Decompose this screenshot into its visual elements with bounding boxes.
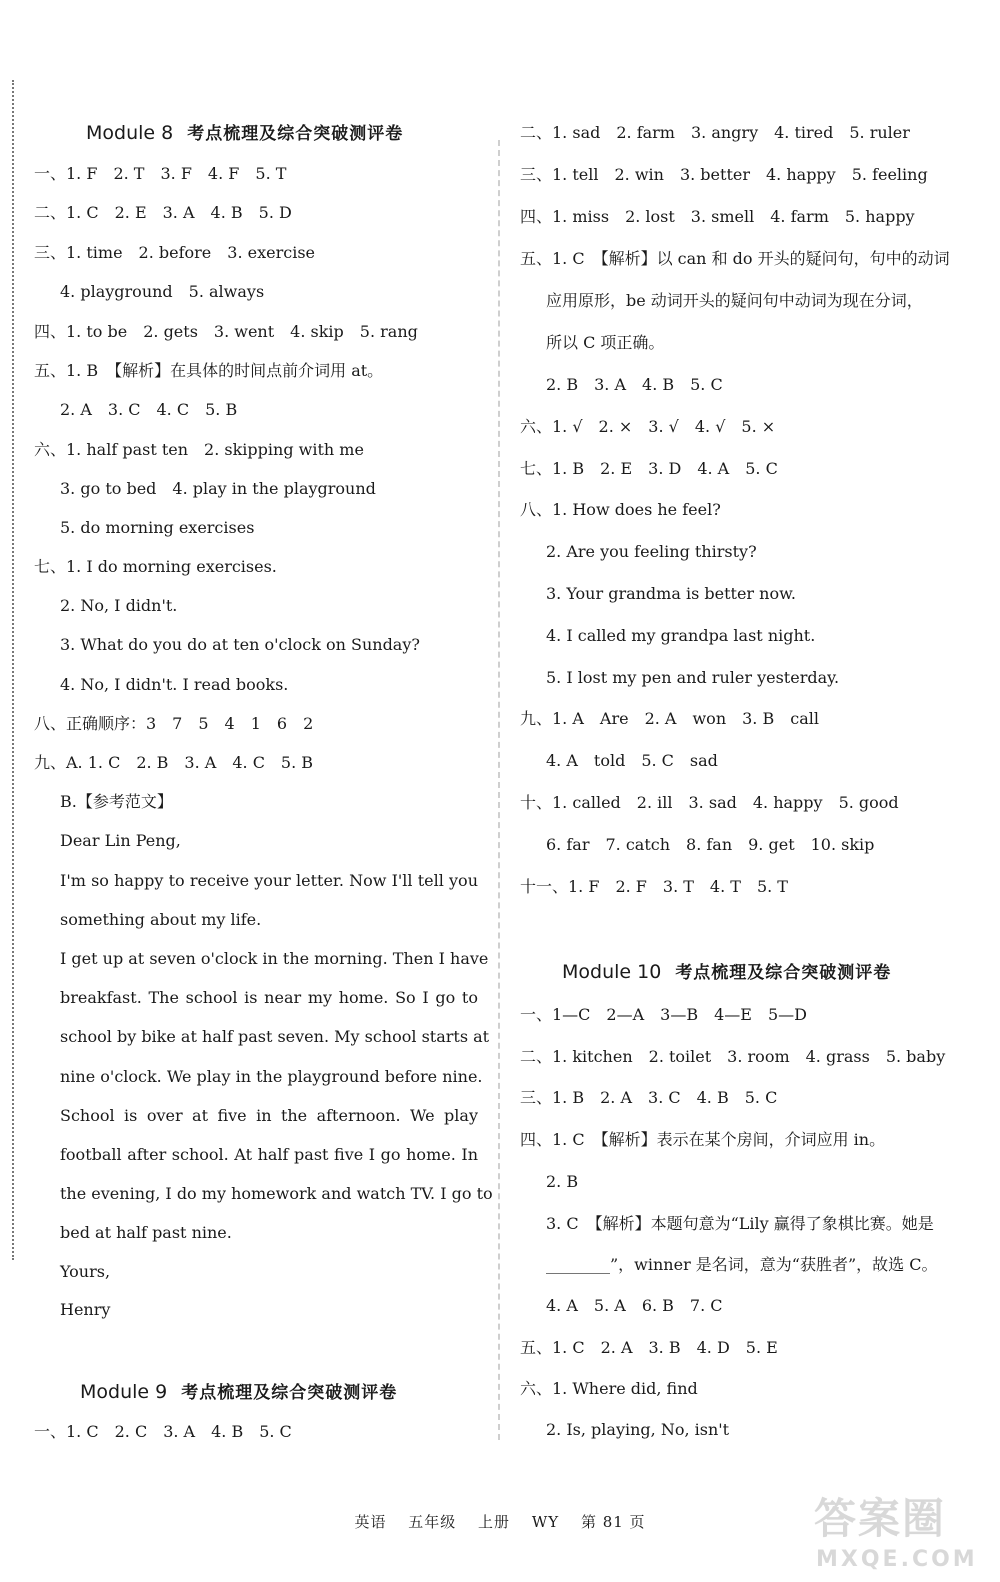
answer-line: 五、1. B 【解析】在具体的时间点前介词用 at。 xyxy=(34,361,384,380)
answer-line: 6. far 7. catch 8. fan 9. get 10. skip xyxy=(546,835,875,854)
answer-line: 4. A told 5. C sad xyxy=(546,751,718,770)
answer-line: 三、1. B 2. A 3. C 4. B 5. C xyxy=(520,1088,778,1107)
footer-edition: WY xyxy=(531,1513,560,1531)
answer-line: 七、1. I do morning exercises. xyxy=(34,557,277,576)
module-8-label: Module 8 xyxy=(86,122,174,144)
footer-subject: 英语 xyxy=(354,1513,387,1531)
answer-line: 二、1. C 2. E 3. A 4. B 5. D xyxy=(34,203,292,222)
answer-line: 3. Your grandma is better now. xyxy=(546,584,796,603)
essay-line: Dear Lin Peng, xyxy=(60,831,181,850)
answer-line: 三、1. time 2. before 3. exercise xyxy=(34,243,315,262)
essay-line: nine o'clock. We play in the playground before nine. xyxy=(60,1067,483,1086)
answer-line: 应用原形，be 动词开头的疑问句中动词为现在分词， xyxy=(546,291,923,310)
answer-line: 一、1—C 2—A 3—B 4—E 5—D xyxy=(520,1005,807,1024)
answer-line: 4. playground 5. always xyxy=(60,282,265,301)
essay-line: the evening, I do my homework and watch TV. I go to xyxy=(60,1184,493,1203)
essay-line: School is over at five in the afternoon. We play xyxy=(60,1106,478,1125)
answer-line: ________”，winner 是名词，意为“获胜者”，故选 C。 xyxy=(546,1255,938,1274)
answer-line: 四、1. miss 2. lost 3. smell 4. farm 5. happy xyxy=(520,207,915,226)
answer-line: 二、1. kitchen 2. toilet 3. room 4. grass 5. baby xyxy=(520,1047,946,1066)
answer-line: 十一、1. F 2. F 3. T 4. T 5. T xyxy=(520,877,788,896)
answer-line: 二、1. sad 2. farm 3. angry 4. tired 5. ruler xyxy=(520,123,910,142)
essay-line: breakfast. The school is near my home. So I go to xyxy=(60,988,478,1007)
answer-line: 三、1. tell 2. win 3. better 4. happy 5. feeling xyxy=(520,165,928,184)
answer-line: 2. No, I didn't. xyxy=(60,596,178,615)
binding-dotted-line xyxy=(12,80,14,1260)
answer-line: 八、1. How does he feel? xyxy=(520,500,721,519)
answer-line: 七、1. B 2. E 3. D 4. A 5. C xyxy=(520,459,778,478)
module-9-title: 考点梳理及综合突破测评卷 xyxy=(181,1383,398,1403)
footer-grade: 五年级 xyxy=(408,1513,457,1531)
essay-line: football after school. At half past five I go home. In xyxy=(60,1145,478,1164)
answer-line: 五、1. C 【解析】以 can 和 do 开头的疑问句，句中的动词 xyxy=(520,249,950,268)
answer-line: 5. do morning exercises xyxy=(60,518,255,537)
module-10-label: Module 10 xyxy=(562,961,662,983)
answer-line: 一、1. C 2. C 3. A 4. B 5. C xyxy=(34,1422,292,1441)
essay-line: Yours, xyxy=(60,1262,111,1281)
answer-line: 4. I called my grandpa last night. xyxy=(546,626,816,645)
column-divider xyxy=(498,140,500,1440)
answer-line: 5. I lost my pen and ruler yesterday. xyxy=(546,668,840,687)
answer-line: 六、1. Where did, find xyxy=(520,1379,698,1398)
answer-line: 2. Are you feeling thirsty? xyxy=(546,542,757,561)
module-9-label: Module 9 xyxy=(80,1381,168,1403)
watermark-url: MXQE.COM xyxy=(816,1547,978,1572)
footer-page-number: 第 81 页 xyxy=(580,1513,646,1531)
answer-line: 五、1. C 2. A 3. B 4. D 5. E xyxy=(520,1338,778,1357)
watermark-logo xyxy=(806,1495,986,1577)
answer-line: 所以 C 项正确。 xyxy=(546,333,665,352)
essay-line: something about my life. xyxy=(60,910,262,929)
answer-line: 3. C 【解析】本题句意为“Lily 赢得了象棋比赛。她是 xyxy=(546,1214,934,1233)
essay-line: I'm so happy to receive your letter. Now I'll tell you xyxy=(60,871,478,890)
module-10-heading xyxy=(562,960,891,985)
answer-line: 六、1. √ 2. × 3. √ 4. √ 5. × xyxy=(520,417,776,436)
answer-line: 4. No, I didn't. I read books. xyxy=(60,675,289,694)
module-9-heading xyxy=(80,1380,397,1405)
answer-line: 2. B xyxy=(546,1172,579,1191)
answer-line: 3. go to bed 4. play in the playground xyxy=(60,479,376,498)
essay-line: school by bike at half past seven. My school starts at xyxy=(60,1027,490,1046)
answer-line: 一、1. F 2. T 3. F 4. F 5. T xyxy=(34,164,287,183)
module-8-title: 考点梳理及综合突破测评卷 xyxy=(187,124,404,144)
answer-line: 八、正确顺序：3 7 5 4 1 6 2 xyxy=(34,714,314,733)
essay-line: Henry xyxy=(60,1300,111,1319)
answer-line: 九、1. A Are 2. A won 3. B call xyxy=(520,709,819,728)
essay-line: I get up at seven o'clock in the morning. Then I have xyxy=(60,949,489,968)
answer-line: 4. A 5. A 6. B 7. C xyxy=(546,1296,723,1315)
watermark-text: 答案圈 xyxy=(814,1494,947,1543)
answer-line: 九、A. 1. C 2. B 3. A 4. C 5. B xyxy=(34,753,314,772)
module-8-heading xyxy=(86,121,403,146)
answer-line: 十、1. called 2. ill 3. sad 4. happy 5. good xyxy=(520,793,899,812)
answer-line: 2. Is, playing, No, isn't xyxy=(546,1420,730,1439)
answer-line: B.【参考范文】 xyxy=(60,792,173,811)
answer-line: 六、1. half past ten 2. skipping with me xyxy=(34,440,364,459)
essay-line: bed at half past nine. xyxy=(60,1223,232,1242)
answer-line: 2. B 3. A 4. B 5. C xyxy=(546,375,723,394)
answer-line: 3. What do you do at ten o'clock on Sunday? xyxy=(60,635,420,654)
answer-line: 四、1. C 【解析】表示在某个房间，介词应用 in。 xyxy=(520,1130,886,1149)
module-10-title: 考点梳理及综合突破测评卷 xyxy=(675,963,892,983)
answer-line: 2. A 3. C 4. C 5. B xyxy=(60,400,238,419)
footer-volume: 上册 xyxy=(478,1513,511,1531)
answer-line: 四、1. to be 2. gets 3. went 4. skip 5. rang xyxy=(34,322,418,341)
